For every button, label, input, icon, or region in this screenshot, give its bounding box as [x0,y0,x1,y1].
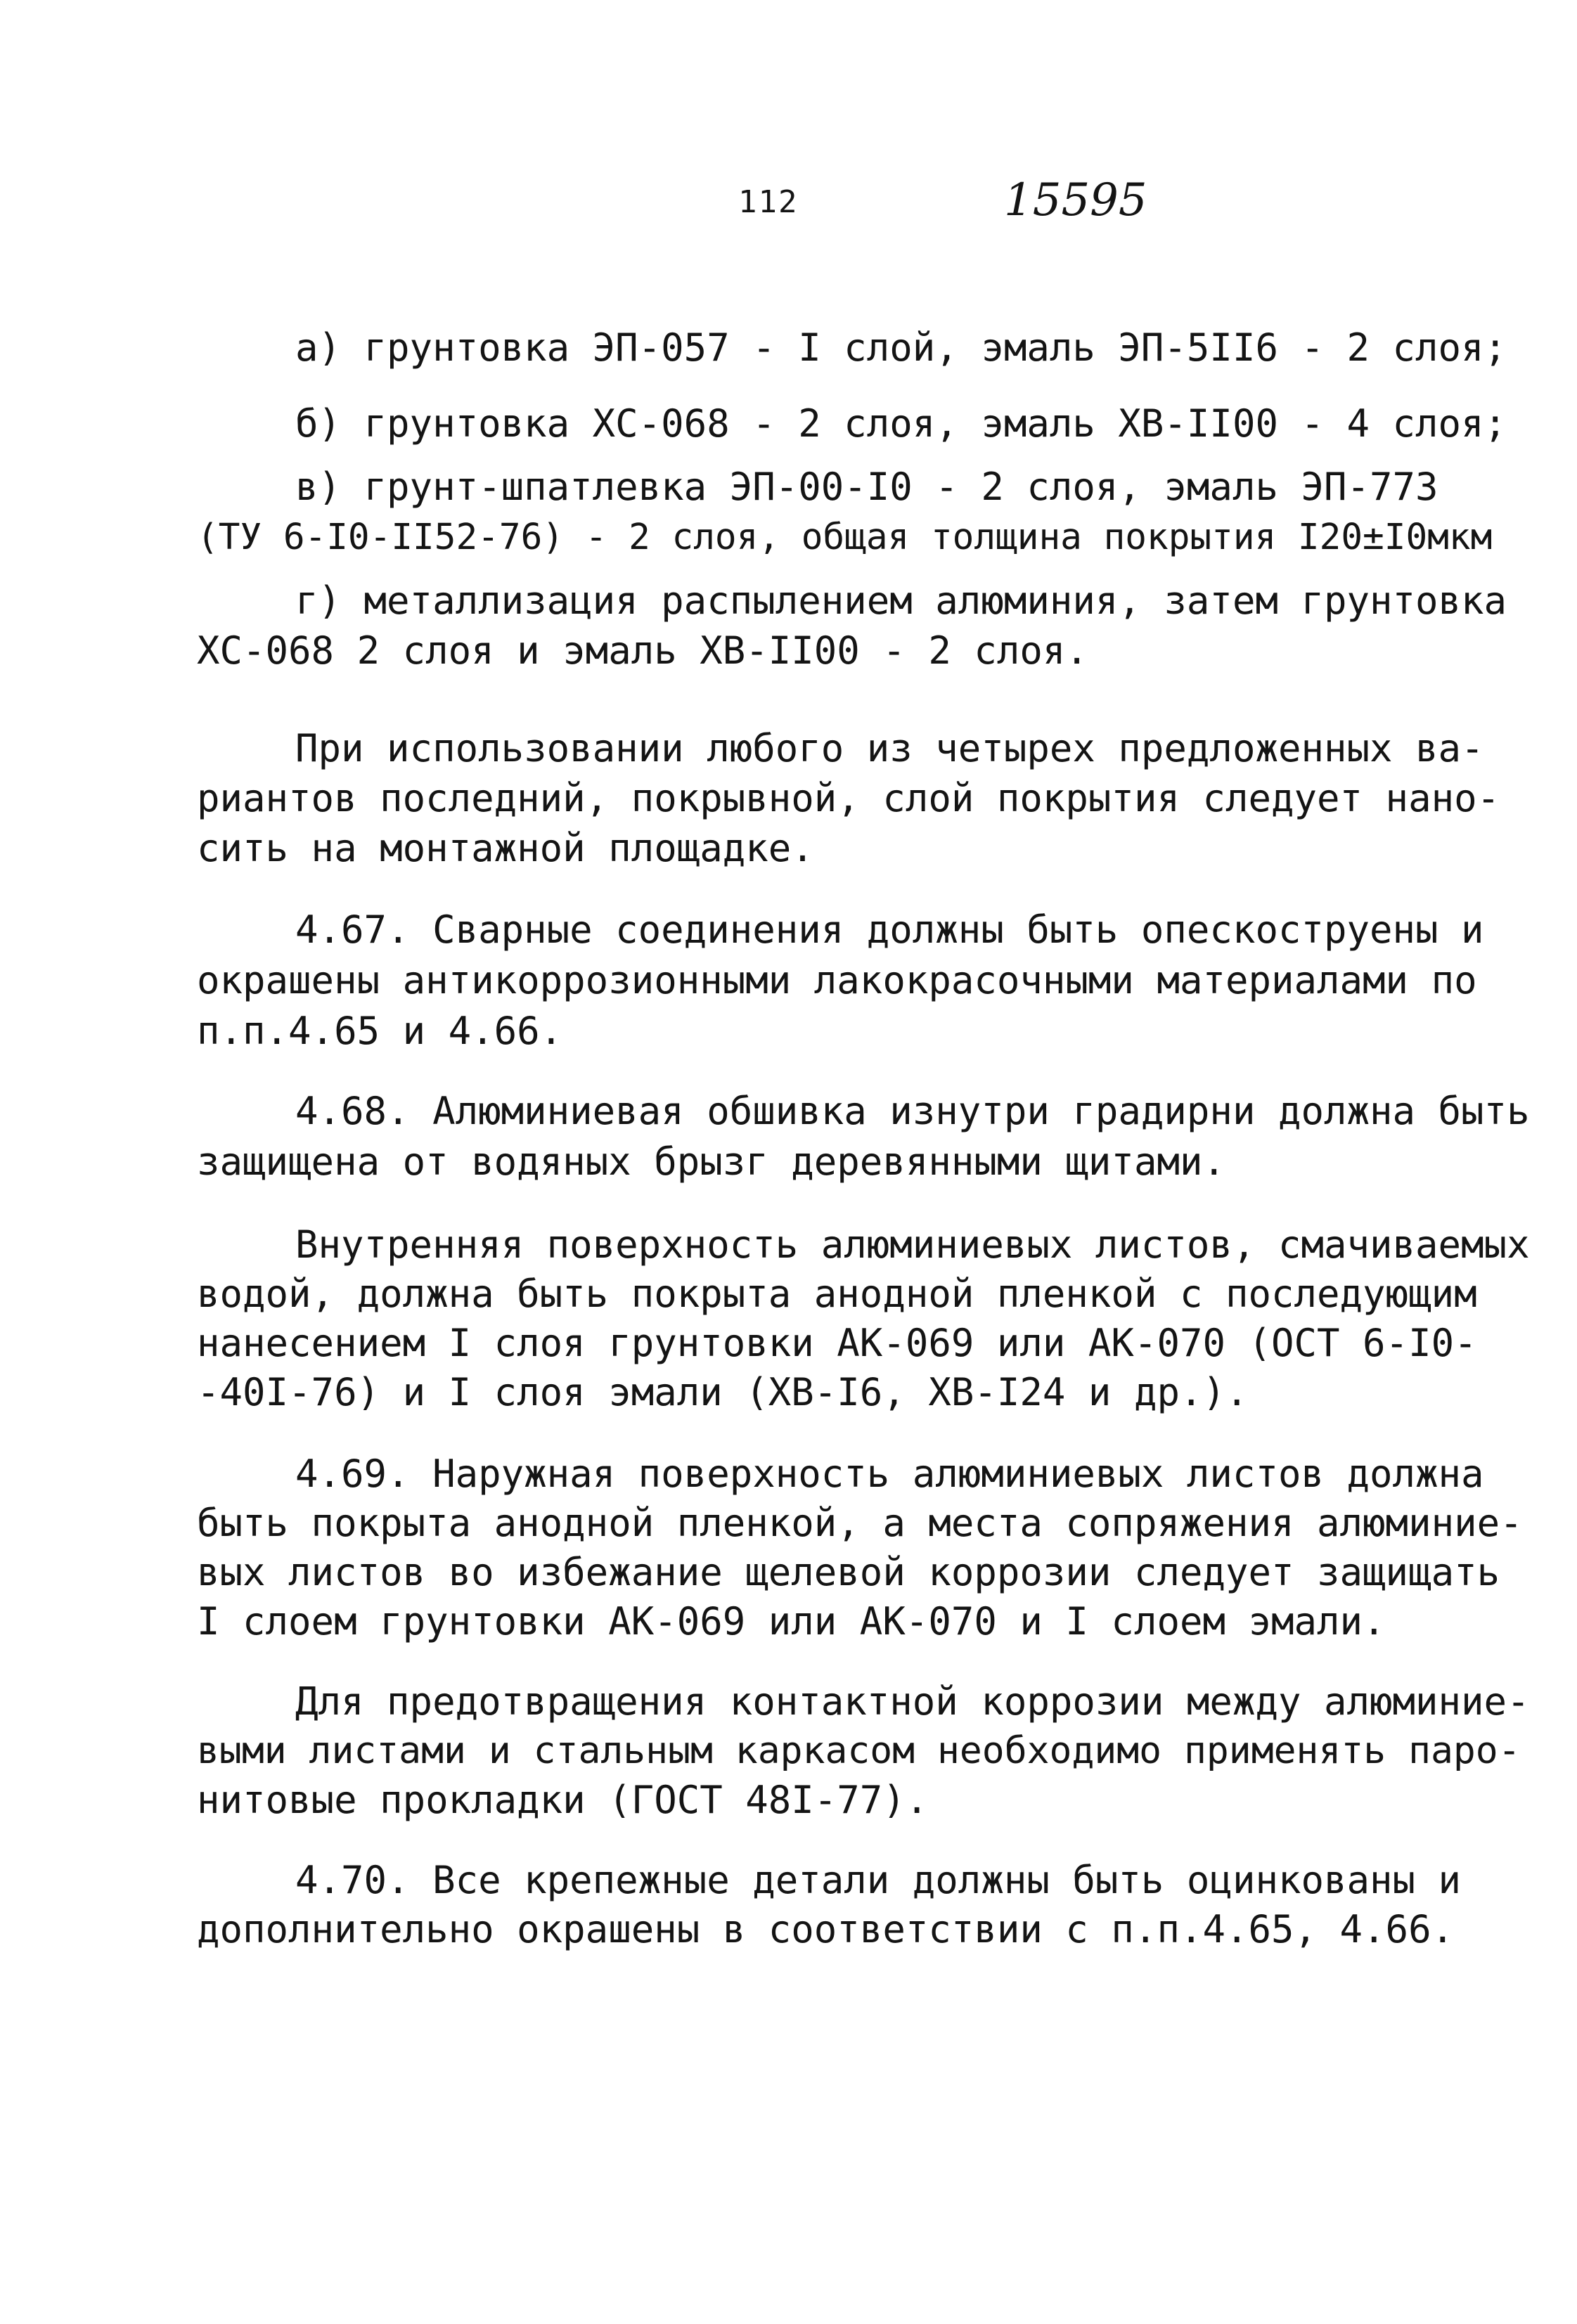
variant-d-continued: ХС-068 2 слоя и эмаль ХВ-II00 - 2 слоя. [197,628,1088,673]
paragraph-line: нитовые прокладки (ГОСТ 48I-77). [197,1778,929,1822]
paragraph-line: нанесением I слоя грунтовки АК-069 или АК-070 (ОСТ 6-I0- [197,1321,1477,1365]
variant-b: б) грунтовка ХС-068 - 2 слоя, эмаль ХВ-II00 - 4 слоя; [295,401,1507,446]
paragraph-line: 4.68. Алюминиевая обшивка изнутри градирни должна быть [295,1089,1530,1133]
paragraph-line: водой, должна быть покрыта анодной пленкой с последующим [197,1272,1477,1316]
paragraph-line: выми листами и стальным каркасом необходимо применять паро- [197,1729,1521,1772]
paragraph-line: При использовании любого из четырех предложенных ва- [295,726,1484,770]
paragraph-line: сить на монтажной площадке. [197,826,814,870]
paragraph-line: 4.67. Сварные соединения должны быть опескоструены и [295,908,1484,952]
document-number: 15595 [1004,174,1147,226]
paragraph-line: Внутренняя поверхность алюминиевых листов, смачиваемых [295,1222,1530,1267]
paragraph-line: Для предотвращения контактной коррозии между алюминие- [295,1679,1530,1724]
paragraph-line: быть покрыта анодной пленкой, а места сопряжения алюминие- [197,1501,1523,1545]
paragraph-line: I слоем грунтовки АК-069 или АК-070 и I слоем эмали. [197,1599,1386,1644]
paragraph-line: вых листов во избежание щелевой коррозии следует защищать [197,1550,1500,1594]
variant-c-continued: (ТУ 6-I0-II52-76) - 2 слоя, общая толщина покрытия I20±I0мкм [197,517,1493,558]
paragraph-line: окрашены антикоррозионными лакокрасочными материалами по [197,958,1477,1002]
variant-a: а) грунтовка ЭП-057 - I слой, эмаль ЭП-5II6 - 2 слоя; [295,325,1507,370]
paragraph-line: защищена от водяных брызг деревянными щитами. [197,1140,1225,1184]
paragraph-line: риантов последний, покрывной, слой покрытия следует нано- [197,776,1500,820]
variant-c: в) грунт-шпатлевка ЭП-00-I0 - 2 слоя, эмаль ЭП-773 [295,465,1438,509]
paragraph-line: -40I-76) и I слоя эмали (ХВ-I6, ХВ-I24 и др.). [197,1370,1249,1414]
page-number: 112 [738,184,799,220]
paragraph-line: 4.70. Все крепежные детали должны быть оцинкованы и [295,1858,1462,1902]
variant-d: г) металлизация распылением алюминия, затем грунтовка [295,579,1507,623]
paragraph-line: 4.69. Наружная поверхность алюминиевых листов должна [295,1452,1484,1496]
paragraph-line: дополнительно окрашены в соответствии с п.п.4.65, 4.66. [197,1907,1455,1951]
paragraph-line: п.п.4.65 и 4.66. [197,1009,563,1053]
